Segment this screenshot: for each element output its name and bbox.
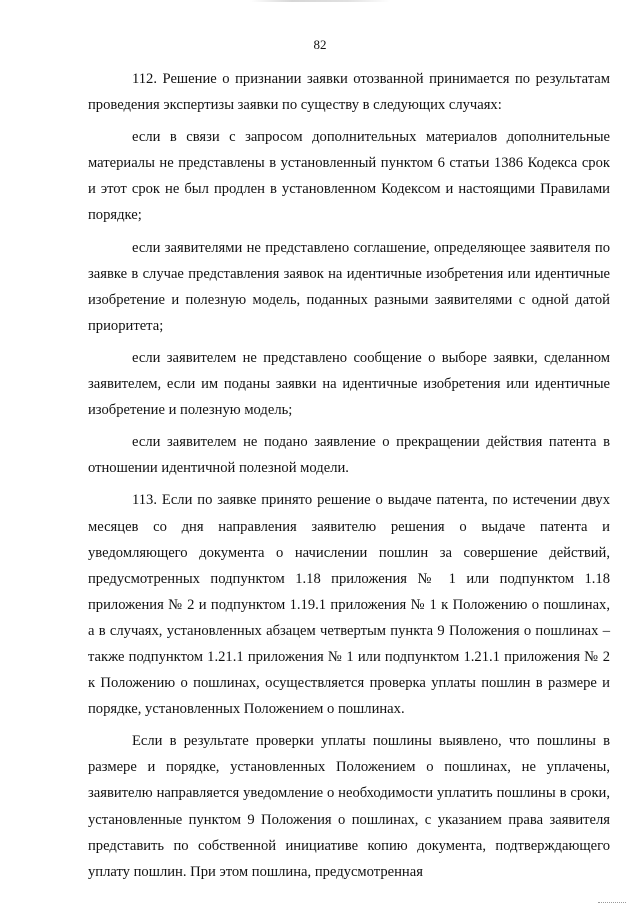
- paragraph-case-agreement: если заявителями не представлено соглашение, определяющее заявителя по заявке в случае представления заявок на идентичные изобретения или идентичные изобретение и полезную модель, поданных разными заявителями с одной датой приоритета;: [88, 239, 610, 334]
- paragraph-113: 113. Если по заявке принято решение о выдаче патента, по истечении двух месяцев со дня направления заявителю решения о выдаче патента и уведомляющего документа о начислении пошлин за совершение действий, предусмотренных подпунктом 1.18 приложения № 1 или подпунктом 1.18 приложения № 2 и подпунктом 1.19.1 приложения № 1 к Положению о пошлинах, а в случаях, установленных абзацем четвертым пункта 9 Положения о пошлинах – также подпунктом 1.21.1 приложения № 1 или подпунктом 1.21.1 приложения № 2 к Положению о пошлинах, осуществляется проверка уплаты пошлин в размере и порядке, установленных Положением о пошлинах.: [88, 492, 610, 718]
- scan-artifact-top: [250, 0, 390, 2]
- scan-artifact-corner: [598, 899, 626, 903]
- paragraph-case-additional-materials: если в связи с запросом дополнительных материалов дополнительные материалы не представлены в установленный пунктом 6 статьи 1386 Кодекса срок и этот срок не был продлен в установленном Кодексом и настоящими Правилами порядке;: [88, 129, 610, 224]
- paragraph-fee-check: Если в результате проверки уплаты пошлины выявлено, что пошлины в размере и порядке, установленных Положением о пошлинах, не уплачены, заявителю направляется уведомление о необходимости уплатить пошлины в сроки, установленные пунктом 9 Положения о пошлинах, с указанием права заявителя представить по собственной инициативе копию документа, подтверждающего уплату пошлин. При этом пошлина, предусмотренная: [88, 733, 610, 880]
- paragraph-case-choice-message: если заявителем не представлено сообщение о выборе заявки, сделанном заявителем, если им поданы заявки на идентичные изобретения или идентичные изобретение и полезную модель;: [88, 349, 610, 419]
- page-number: 82: [313, 37, 327, 52]
- paragraph-case-termination: если заявителем не подано заявление о прекращении действия патента в отношении идентичной полезной модели.: [88, 434, 610, 477]
- document-body: [88, 66, 610, 891]
- paragraph-112-intro: 112. Решение о признании заявки отозванной принимается по результатам проведения экспертизы заявки по существу в следующих случаях:: [88, 71, 610, 114]
